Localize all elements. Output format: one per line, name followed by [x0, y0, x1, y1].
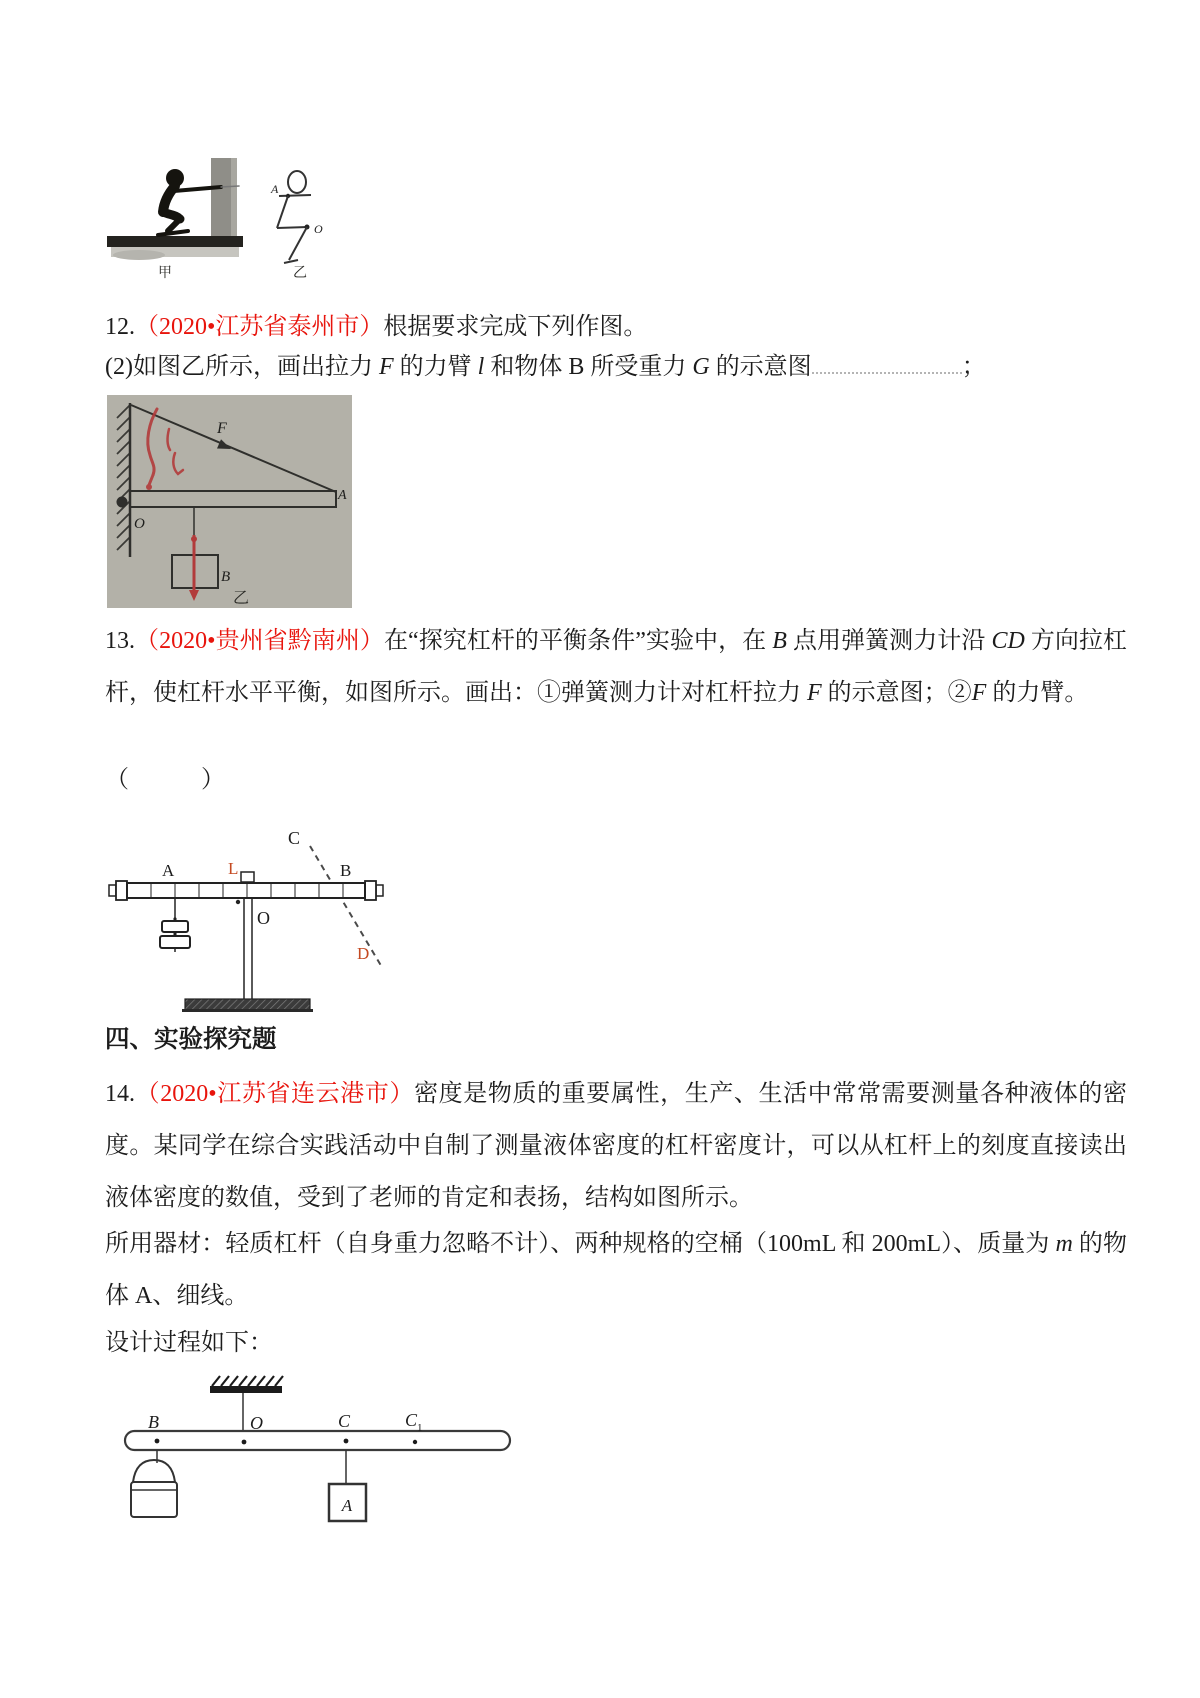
ceiling-hatching [210, 1376, 283, 1393]
question-source: （2020•江苏省连云港市） [135, 1081, 415, 1107]
question-14-text [105, 1068, 1127, 1224]
point-dot-C [344, 1439, 349, 1444]
beam-with-scale [109, 881, 383, 900]
answer-parentheses [105, 754, 1127, 806]
figure-yi-lever-photo [107, 395, 352, 608]
text-segment: 在“探究杠杆的平衡条件”实验中，在 [383, 628, 773, 654]
figure-jia-yi [105, 138, 345, 284]
text-segment: 所用器材：轻质杠杆（自身重力忽略不计）、两种规格的空桶（100mL 和 200mL）、质量为 [105, 1231, 1056, 1257]
point-dot-B [155, 1439, 160, 1444]
question-14-materials [105, 1218, 1127, 1322]
force-label-F: F [217, 420, 227, 437]
point-label-D: D [357, 944, 370, 963]
stick-figure-yi [277, 171, 311, 263]
answer-blank-line [812, 352, 962, 374]
text-segment: 的示意图 [709, 354, 812, 380]
var-F: F [971, 680, 987, 706]
pivot-dot [117, 497, 128, 508]
section-title: 四、实验探究题 [105, 1026, 277, 1053]
var-m: m [1055, 1231, 1073, 1257]
point-label-C1: C [405, 1410, 418, 1430]
point-label-B: B [148, 1412, 159, 1432]
pivot-label-O: O [134, 516, 145, 532]
section-4-header [105, 1014, 1127, 1066]
text-segment: 方向拉杠杆，使杠杆水平平衡，如图所示。画出：①弹簧测力计对杠杆拉力 [105, 628, 1128, 706]
point-label-A: A [162, 861, 175, 880]
text-segment: ； [961, 354, 986, 380]
text-segment: 点用弹簧测力计沿 [786, 628, 992, 654]
photo-jia [107, 158, 243, 281]
question-13-text [105, 615, 1127, 719]
point-label-L: L [228, 859, 239, 878]
point-label-a: A [271, 182, 279, 196]
figure-density-lever [100, 1372, 520, 1552]
var-F: F [378, 354, 394, 380]
text-segment: 设计过程如下： [105, 1330, 273, 1356]
point-dot-O [242, 1440, 247, 1445]
point-label-C1-subscript: 1 [417, 1422, 423, 1434]
hanging-weights [160, 898, 190, 952]
var-F: F [807, 680, 822, 706]
stand-base [185, 999, 310, 1010]
text-segment: 的物体 A、细线。 [105, 1231, 1128, 1309]
caption-yi: 乙 [233, 590, 250, 607]
question-14-process-line [105, 1317, 1127, 1369]
text-segment: 的力臂。 [986, 680, 1089, 706]
text-segment: 和物体 B 所受重力 [484, 354, 693, 380]
var-B: B [772, 628, 787, 654]
figure-balance-lever [100, 818, 440, 1014]
var-CD: CD [991, 628, 1025, 654]
question-source: （2020•贵州省黔南州） [135, 628, 384, 654]
caption-jia: 甲 [158, 266, 172, 281]
question-number: 14. [105, 1081, 135, 1107]
question-number: 12. [105, 314, 135, 340]
caption-yi: 乙 [293, 266, 307, 281]
var-G: G [692, 354, 710, 380]
question-body: 密度是物质的重要属性，生产、生活中常常需要测量各种液体的密度。某同学在综合实践活动中自制了测量液体密度的杠杆密度计，可以从杠杆上的刻度直接读出液体密度的数值，受到了老师的肯定和表扬，结构如图所示。 [105, 1081, 1127, 1211]
stand-base-foot [182, 1009, 313, 1012]
pivot-label-O: O [257, 908, 270, 928]
stand-post [244, 898, 252, 999]
lever-bar [125, 1431, 510, 1450]
question-source: （2020•江苏省泰州市） [135, 314, 384, 340]
point-label-A: A [338, 488, 347, 503]
point-label-o: O [314, 222, 323, 236]
point-dot-C1 [413, 1440, 417, 1444]
block-label-B: B [221, 569, 231, 585]
question-12-sub2-text [105, 341, 1127, 393]
pivot-label-O: O [250, 1413, 263, 1433]
hanging-bucket [131, 1450, 177, 1517]
text-segment: (2)如图乙所示，画出拉力 [105, 354, 379, 380]
point-label-B: B [340, 861, 352, 880]
object-label-A: A [341, 1496, 353, 1515]
rider-block [241, 872, 254, 882]
answer-blank-parens: （ ） [105, 767, 225, 793]
question-number: 13. [105, 628, 135, 654]
point-label-C: C [338, 1411, 351, 1431]
point-label-C: C [288, 828, 301, 848]
pivot-dot [236, 900, 240, 904]
var-l: l [477, 354, 485, 380]
question-body: 根据要求完成下列作图。 [383, 314, 648, 340]
hanging-object-A [329, 1450, 366, 1521]
text-segment: 的力臂 [393, 354, 478, 380]
text-segment: 的示意图；② [821, 680, 972, 706]
